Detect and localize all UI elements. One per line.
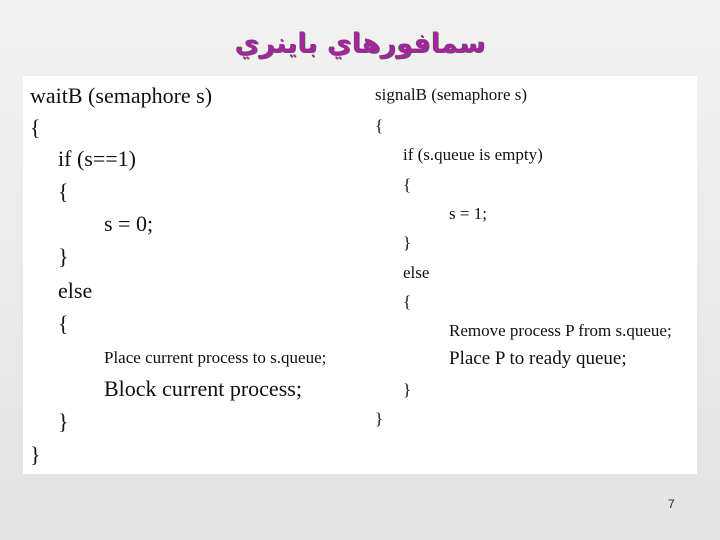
wait-code-line: { — [58, 179, 69, 204]
wait-code-line: Block current process; — [104, 376, 302, 401]
wait-code-line: s = 0; — [104, 211, 154, 236]
signal-code-line: s = 1; — [449, 204, 487, 223]
wait-code-line: } — [30, 442, 41, 467]
signal-code-line: { — [403, 175, 412, 194]
wait-code-line: waitB (semaphore s) — [30, 83, 213, 108]
code-panel — [23, 76, 697, 474]
wait-code-line: else — [58, 278, 93, 303]
signal-code-line: } — [375, 409, 384, 428]
signal-code-line: { — [375, 116, 384, 135]
wait-code-line: { — [58, 311, 69, 336]
signal-code-line: else — [403, 263, 430, 282]
slide-title: سمافورهاي باينري — [234, 28, 486, 59]
wait-code-line: { — [30, 115, 41, 140]
wait-code-line: if (s==1) — [58, 146, 136, 171]
wait-code-line: } — [58, 409, 69, 434]
signal-code-line: signalB (semaphore s) — [375, 85, 528, 104]
signal-code-line: } — [403, 380, 412, 399]
page-number: 7 — [668, 497, 675, 511]
signal-code-line: if (s.queue is empty) — [403, 145, 543, 164]
wait-code-line: } — [58, 244, 69, 269]
wait-code-line: Place current process to s.queue; — [104, 348, 327, 367]
signal-code-line: Place P to ready queue; — [449, 348, 627, 369]
signal-code-line: { — [403, 292, 412, 311]
signal-code-line: } — [403, 233, 412, 252]
signal-code-line: Remove process P from s.queue; — [449, 321, 672, 340]
